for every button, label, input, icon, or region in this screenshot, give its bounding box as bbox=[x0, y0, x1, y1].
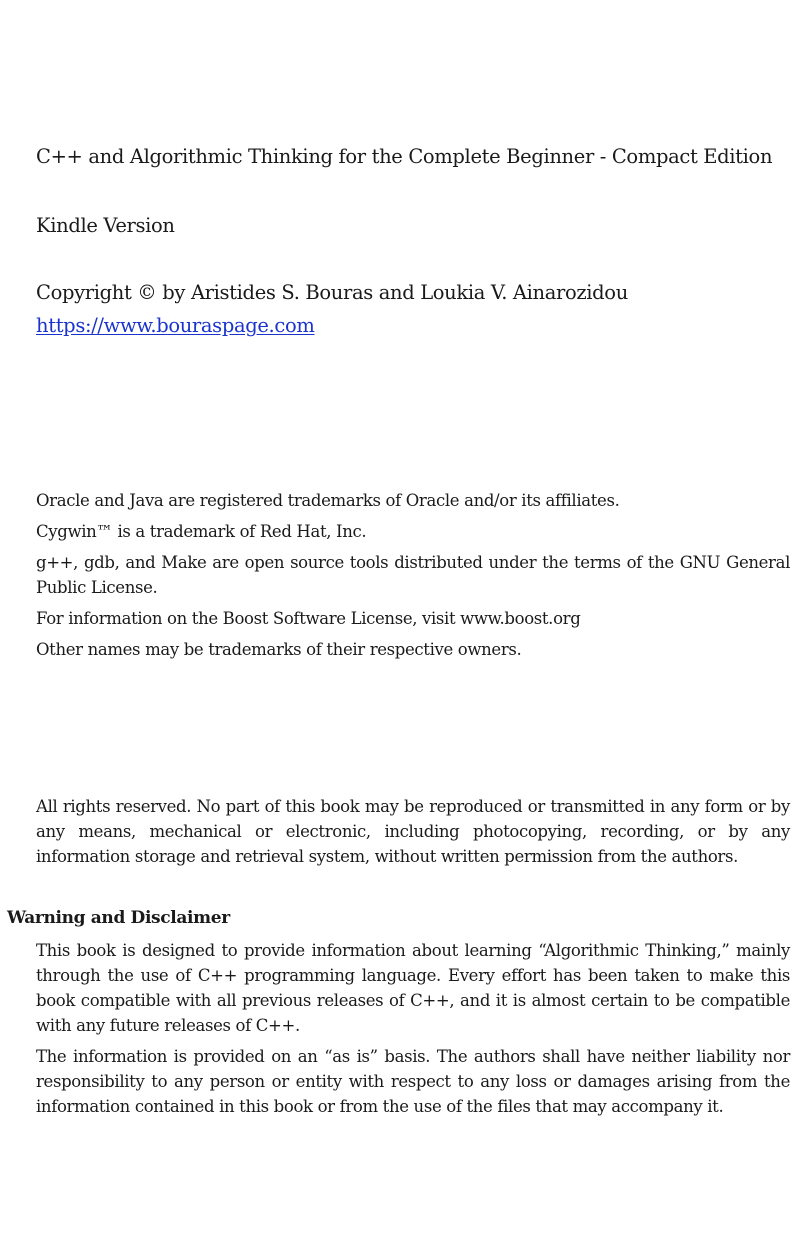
trademark-notice: g++, gdb, and Make are open source tools distributed under the terms of the GNU General Public License. bbox=[36, 553, 790, 597]
website-link[interactable]: https://www.bouraspage.com bbox=[36, 314, 315, 337]
disclaimer-paragraph: This book is designed to provide information about learning “Algorithmic Thinking,” mainly through the use of C++ programming language. Every effort has been taken to make this book compatible with all previous releases of C++, and it is almost certain to be compatible with any future releases of C++. bbox=[36, 941, 790, 1035]
disclaimer-paragraph: The information is provided on an “as is” basis. The authors shall have neither liability nor responsibility to any person or entity with respect to any loss or damages arising from the information contained in this book or from the use of the files that may accompany it. bbox=[36, 1047, 790, 1116]
trademark-notice: Oracle and Java are registered trademarks of Oracle and/or its affiliates. bbox=[36, 491, 620, 510]
book-title: C++ and Algorithmic Thinking for the Complete Beginner - Compact Edition bbox=[36, 145, 773, 168]
disclaimer-heading: Warning and Disclaimer bbox=[7, 908, 230, 928]
trademark-notice: Other names may be trademarks of their respective owners. bbox=[36, 640, 522, 659]
trademark-notices bbox=[36, 488, 790, 668]
rights-reserved-text: All rights reserved. No part of this book may be reproduced or transmitted in any form or by any means, mechanical or electronic, including photocopying, recording, or by any information storage and retrieval system, without written permission from the authors. bbox=[36, 797, 790, 866]
trademark-notice: For information on the Boost Software License, visit www.boost.org bbox=[36, 609, 581, 628]
copyright-line: Copyright © by Aristides S. Bouras and Loukia V. Ainarozidou bbox=[36, 281, 628, 304]
edition-label: Kindle Version bbox=[36, 214, 175, 237]
disclaimer-body bbox=[36, 938, 790, 1125]
trademark-notice: Cygwin™ is a trademark of Red Hat, Inc. bbox=[36, 522, 367, 541]
